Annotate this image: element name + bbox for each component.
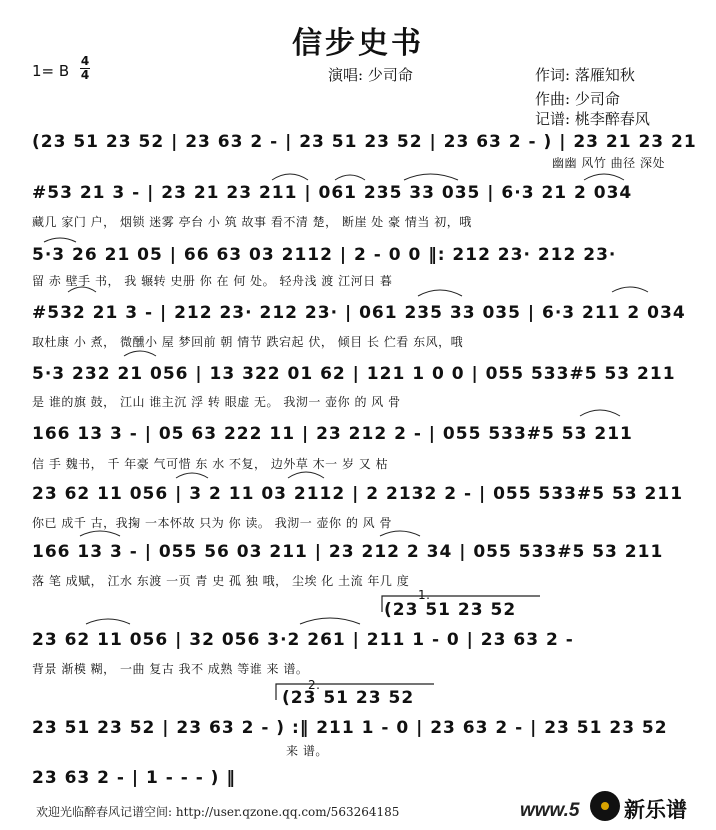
score-row-4-notes: #532 21 3 - | 212 23· 212 23· | 061 235 33 035 | 6·3 211 2 034 — [32, 303, 686, 323]
volta-1-intro-notes: (23 51 23 52 — [384, 600, 517, 620]
score-row-5-notes: 5·3 232 21 056 | 13 322 01 62 | 121 1 0 0 | 055 533#5 53 211 — [32, 364, 676, 384]
volta-1-label: 1. — [418, 588, 431, 602]
score-row-7-lyrics: 你已 成千 古，我掬 一本怀故 只为 你 读。 我沏一 壶你 的 风 骨 — [32, 516, 392, 530]
score-row-6-notes: 166 13 3 - | 05 63 222 11 | 23 212 2 - | 055 533#5 53 211 — [32, 424, 633, 444]
watermark-brand: 新乐谱 — [624, 798, 687, 822]
footer-text: 欢迎光临醉春风记谱空间: http://user.qzone.qq.com/563264185 — [36, 805, 400, 819]
score-row-10-notes: 23 51 23 52 | 23 63 2 - ) :‖ 211 1 - 0 | 23 63 2 - | 23 51 23 52 — [32, 718, 668, 738]
score-row-8-lyrics: 落 笔 成赋， 江水 东渡 一页 青 史 孤 独 哦， 尘埃 化 土流 年几 度 — [32, 574, 410, 588]
score-row-7-notes: 23 62 11 056 | 3 2 11 03 2112 | 2 2132 2 - | 055 533#5 53 211 — [32, 484, 684, 504]
score-row-11-notes: 23 63 2 - | 1 - - - ) ‖ — [32, 768, 236, 788]
score-row-9-lyrics: 背景 渐模 糊， 一曲 复古 我不 成熟 等谁 来 谱。 — [32, 662, 309, 676]
watermark-url: www.5 — [520, 800, 580, 821]
score-row-9-notes: 23 62 11 056 | 32 056 3·2 261 | 211 1 - 0 | 23 63 2 - — [32, 630, 574, 650]
volta-2-intro-notes: (23 51 23 52 — [282, 688, 415, 708]
score-row-1-notes: (23 51 23 52 | 23 63 2 - | 23 51 23 52 | 23 63 2 - ) | 23 21 23 21 — [32, 132, 697, 152]
time-signature-top: 4 — [80, 54, 90, 68]
score-row-5-lyrics: 是 谁的旗 鼓， 江山 谁主沉 浮 转 眼虚 无。 我沏一 壶你 的 风 骨 — [32, 395, 401, 409]
lyricist-credit: 作词: 落雁知秋 — [535, 66, 635, 84]
watermark-logo — [520, 788, 716, 830]
score-row-10-lyrics: 来 谱。 — [286, 744, 328, 758]
record-disc-icon — [590, 791, 620, 821]
time-signature — [80, 56, 90, 81]
singer-credit: 演唱: 少司命 — [328, 66, 413, 84]
score-row-1-lyrics: 幽幽 风竹 曲径 深处 — [552, 156, 665, 170]
score-row-6-lyrics: 信 手 魏书， 千 年豪 气可惜 东 水 不复， 边外草 木一 岁 又 枯 — [32, 457, 389, 471]
page-title: 信步史书 — [292, 26, 424, 61]
transcriber-credit: 记谱: 桃李醉春风 — [535, 110, 650, 128]
score-row-4-lyrics: 取杜康 小 煮， 微醺小 屋 梦回前 朝 情节 跌宕起 伏， 倾目 长 伫看 东风，哦 — [32, 335, 464, 349]
score-row-2-notes: #53 21 3 - | 23 21 23 211 | 061 235 33 035 | 6·3 21 2 034 — [32, 183, 633, 203]
composer-credit: 作曲: 少司命 — [535, 90, 620, 108]
score-row-3-lyrics: 留 赤 壁手 书， 我 辗转 史册 你 在 何 处。 轻舟浅 渡 江河日 暮 — [32, 274, 393, 288]
score-row-8-notes: 166 13 3 - | 055 56 03 211 | 23 212 2 34 | 055 533#5 53 211 — [32, 542, 664, 562]
volta-2-label: 2. — [308, 678, 321, 692]
time-signature-bottom: 4 — [80, 68, 90, 82]
score-row-2-lyrics: 藏几 家门 户， 烟锁 迷雾 亭台 小 筑 故事 看不清 楚， 断崖 处 豪 情当 初，哦 — [32, 215, 472, 229]
score-row-3-notes: 5·3 26 21 05 | 66 63 03 2112 | 2 - 0 0 ‖: 212 23· 212 23· — [32, 245, 617, 265]
key-signature: 1= B — [32, 62, 70, 80]
